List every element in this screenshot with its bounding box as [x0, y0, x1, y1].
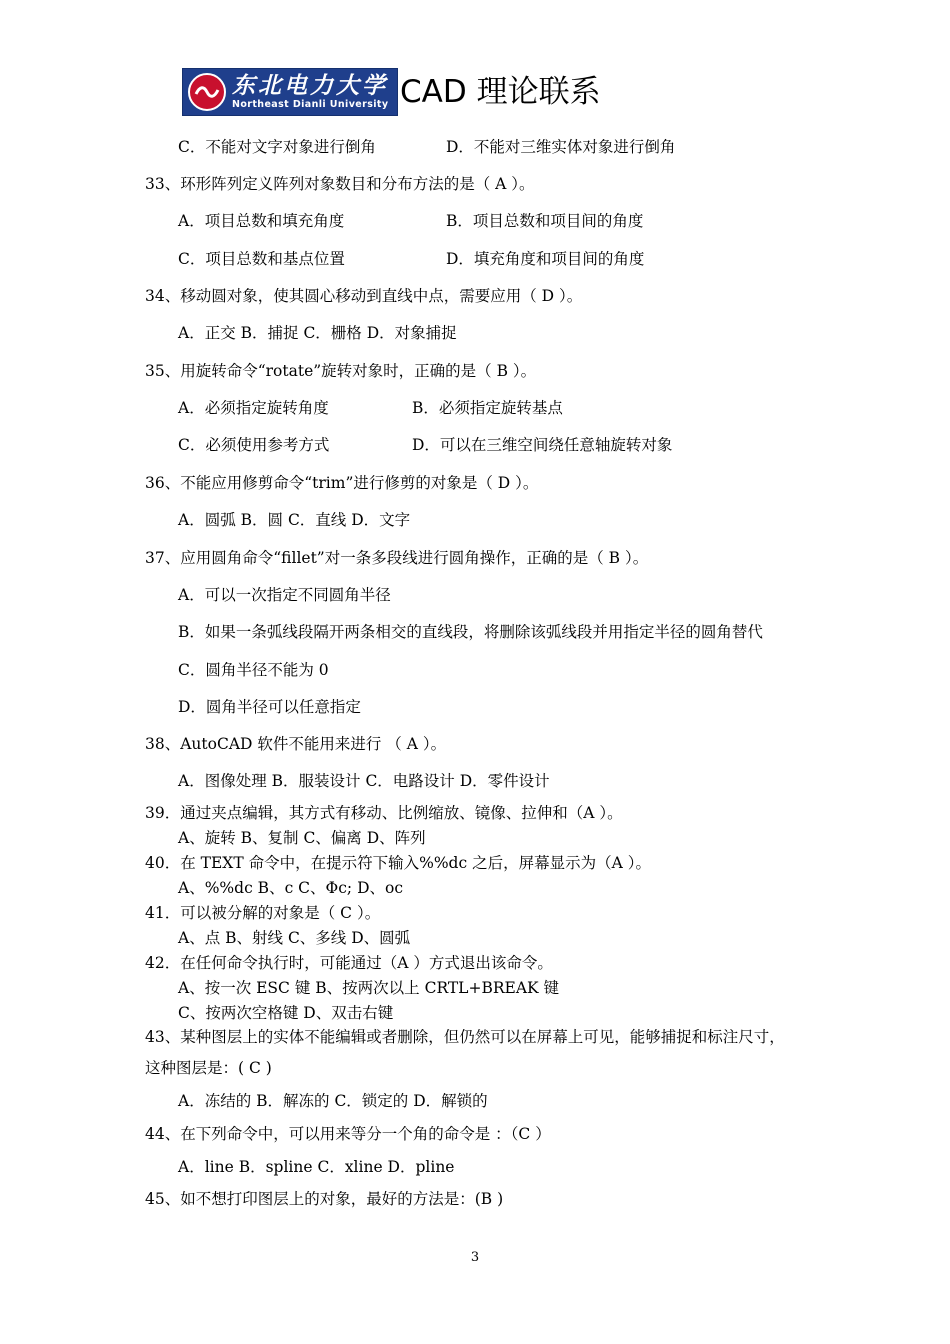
- text-line: A、旋转 B、复制 C、偏离 D、阵列: [178, 829, 426, 847]
- text-line: A．图像处理 B．服装设计 C．电路设计 D．零件设计: [178, 772, 550, 790]
- text-line: C．不能对文字对象进行倒角: [178, 138, 376, 156]
- text-line: B．如果一条弧线段隔开两条相交的直线段，将删除该弧线段并用指定半径的圆角替代: [178, 623, 763, 641]
- text-line: A．line B．spline C．xline D．pline: [178, 1158, 455, 1176]
- text-line: C．必须使用参考方式: [178, 436, 330, 454]
- text-line: D．不能对三维实体对象进行倒角: [446, 138, 676, 156]
- text-line: A．圆弧 B．圆 C．直线 D．文字: [178, 511, 411, 529]
- text-line: 36、不能应用修剪命令“trim”进行修剪的对象是（ D ）。: [145, 474, 539, 492]
- text-line: A．可以一次指定不同圆角半径: [178, 586, 391, 604]
- text-line: 45、如不想打印图层上的对象，最好的方法是：(B ): [145, 1190, 504, 1208]
- text-line: 35、用旋转命令“rotate”旋转对象时，正确的是（ B ）。: [145, 362, 537, 380]
- university-logo: [182, 68, 398, 116]
- text-line: D．可以在三维空间绕任意轴旋转对象: [412, 436, 673, 454]
- text-line: B．必须指定旋转基点: [412, 399, 563, 417]
- page-header: [182, 68, 601, 116]
- header-title: CAD 理论联系: [400, 74, 601, 110]
- logo-text: [232, 73, 388, 111]
- text-line: D．圆角半径可以任意指定: [178, 698, 361, 716]
- text-line: 41．可以被分解的对象是（ C ）。: [145, 904, 381, 922]
- text-line: 38、AutoCAD 软件不能用来进行 （ A ）。: [145, 735, 447, 753]
- text-line: 37、应用圆角命令“fillet”对一条多段线进行圆角操作，正确的是（ B ）。: [145, 549, 649, 567]
- text-line: 42．在任何命令执行时，可能通过（A ）方式退出该命令。: [145, 954, 553, 972]
- text-line: B．项目总数和项目间的角度: [446, 212, 644, 230]
- text-line: 这种图层是：( C ): [145, 1059, 272, 1077]
- text-line: 39．通过夹点编辑，其方式有移动、比例缩放、镜像、拉伸和（A ）。: [145, 804, 623, 822]
- logo-chinese-name: 东北电力大学: [232, 73, 388, 99]
- text-line: A．冻结的 B．解冻的 C．锁定的 D．解锁的: [178, 1092, 488, 1110]
- logo-english-name: Northeast Dianli University: [232, 99, 389, 110]
- text-line: A．必须指定旋转角度: [178, 399, 329, 417]
- text-line: 44、在下列命令中，可以用来等分一个角的命令是 ：（C ）: [145, 1125, 551, 1143]
- text-line: A．项目总数和填充角度: [178, 212, 345, 230]
- text-line: C．圆角半径不能为 0: [178, 661, 329, 679]
- page-number: 3: [470, 1250, 480, 1265]
- text-line: C、按两次空格键 D、双击右键: [178, 1004, 394, 1022]
- text-line: 43、某种图层上的实体不能编辑或者删除，但仍然可以在屏幕上可见，能够捕捉和标注尺寸，: [145, 1028, 785, 1046]
- text-line: A．正交 B．捕捉 C．栅格 D．对象捕捉: [178, 324, 457, 342]
- text-line: C．项目总数和基点位置: [178, 250, 345, 268]
- text-line: 40．在 TEXT 命令中，在提示符下输入%%dc 之后，屏幕显示为（A ）。: [145, 854, 651, 872]
- university-emblem-icon: [188, 73, 226, 111]
- text-line: 34、移动圆对象，使其圆心移动到直线中点，需要应用（ D ）。: [145, 287, 583, 305]
- text-line: A、%%dc B、c C、Φc; D、oc: [178, 879, 404, 897]
- text-line: D．填充角度和项目间的角度: [446, 250, 645, 268]
- text-line: A、按一次 ESC 键 B、按两次以上 CRTL+BREAK 键: [178, 979, 560, 997]
- text-line: 33、环形阵列定义阵列对象数目和分布方法的是（ A ）。: [145, 175, 535, 193]
- text-line: A、点 B、射线 C、多线 D、圆弧: [178, 929, 411, 947]
